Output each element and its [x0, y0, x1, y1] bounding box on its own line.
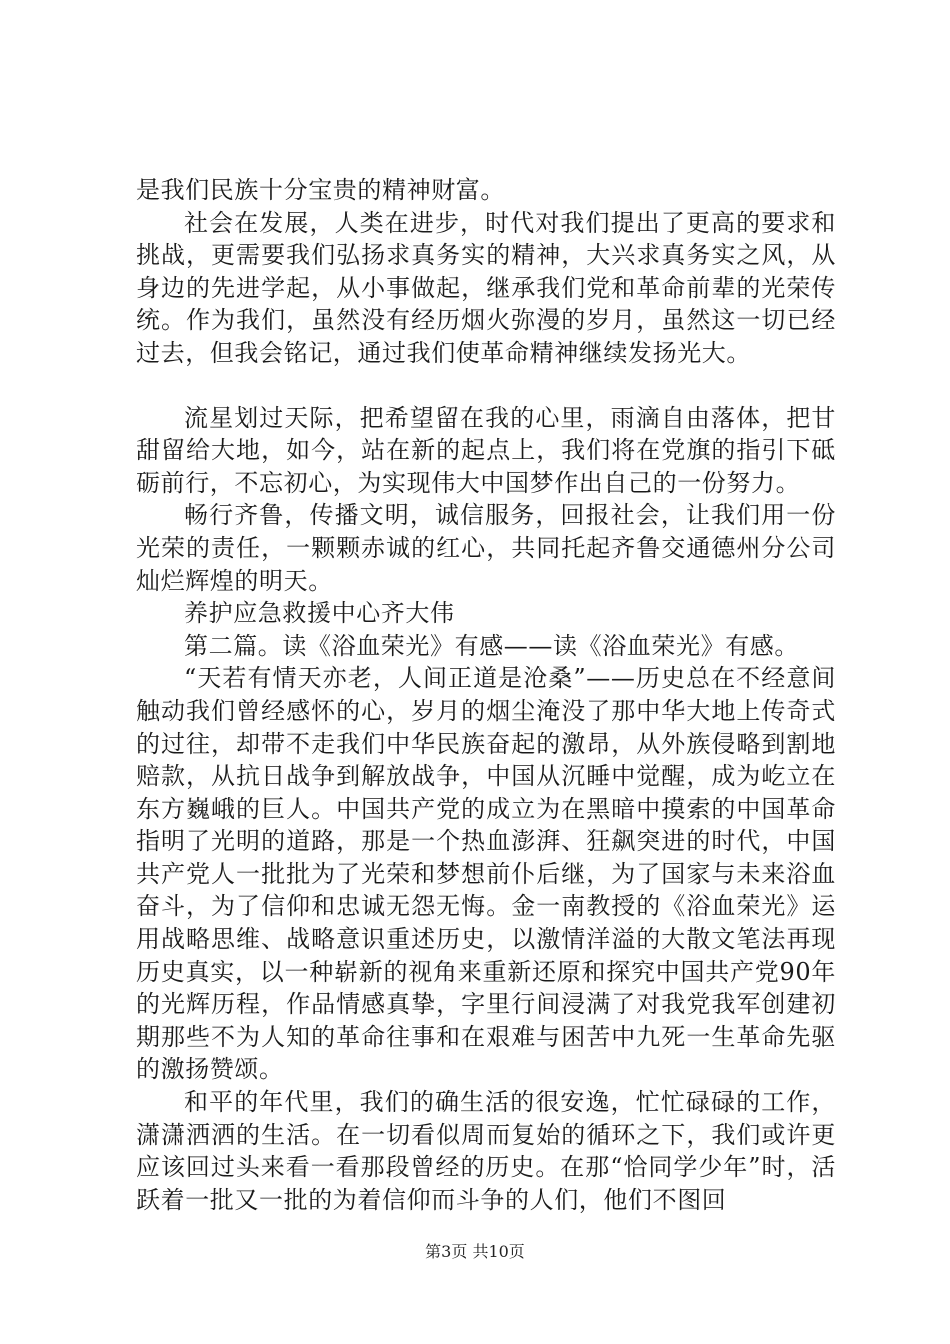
paragraph-society-progress: 社会在发展，人类在进步，时代对我们提出了更高的要求和挑战，更需要我们弘扬求真务实的精神，大兴求真务实之风，从身边的先进学起，从小事做起，继承我们党和革命前辈的光荣传统。作为我们，虽然没有经历烟火弥漫的岁月，虽然这一切已经过去，但我会铭记，通过我们使革命精神继续发扬光大。 — [136, 208, 836, 367]
paragraph-peace-era: 和平的年代里，我们的确生活的很安逸，忙忙碌碌的工作，潇潇洒洒的生活。在一切看似周而复始的循环之下，我们或许更应该回过头来看一看那段曾经的历史。在那“恰同学少年”时，活跃着一批又一批的为着信仰而斗争的人们，他们不图回 — [136, 1088, 836, 1214]
page-footer: 第3页 共10页 — [425, 1242, 525, 1261]
document-body — [136, 174, 836, 1216]
section-heading: 第二篇。读《浴血荣光》有感——读《浴血荣光》有感。 — [184, 631, 799, 660]
paragraph-qilu: 畅行齐鲁，传播文明，诚信服务，回报社会，让我们用一份光荣的责任，一颗颗赤诚的红心，共同托起齐鲁交通德州分公司灿烂辉煌的明天。 — [136, 501, 836, 595]
author-signature: 养护应急救援中心齐大伟 — [184, 599, 455, 628]
paragraph-history: “天若有情天亦老，人间正道是沧桑”——历史总在不经意间触动我们曾经感怀的心，岁月的烟尘淹没了那中华大地上传奇式的过往，却带不走我们中华民族奋起的激昂，从外族侵略到割地赔款，从抗日战争到解放战争，中国从沉睡中觉醒，成为屹立在东方巍峨的巨人。中国共产党的成立为在黑暗中摸索的中国革命指明了光明的道路，那是一个热血澎湃、狂飙突进的时代，中国共产党人一批批为了光荣和梦想前仆后继，为了国家与未来浴血奋斗，为了信仰和忠诚无怨无悔。金一南教授的《浴血荣光》运用战略思维、战略意识重述历史，以激情洋溢的大散文笔法再现历史真实，以一种崭新的视角来重新还原和探究中国共产党90年的光辉历程，作品情感真挚，字里行间浸满了对我党我军创建初期那些不为人知的革命往事和在艰难与困苦中九死一生革命先驱的激扬赞颂。 — [136, 664, 836, 1084]
paragraph-meteor: 流星划过天际，把希望留在我的心里，雨滴自由落体，把甘甜留给大地，如今，站在新的起点上，我们将在党旗的指引下砥砺前行，不忘初心，为实现伟大中国梦作出自己的一份努力。 — [136, 403, 836, 497]
paragraph-continuation: 是我们民族十分宝贵的精神财富。 — [136, 176, 505, 204]
